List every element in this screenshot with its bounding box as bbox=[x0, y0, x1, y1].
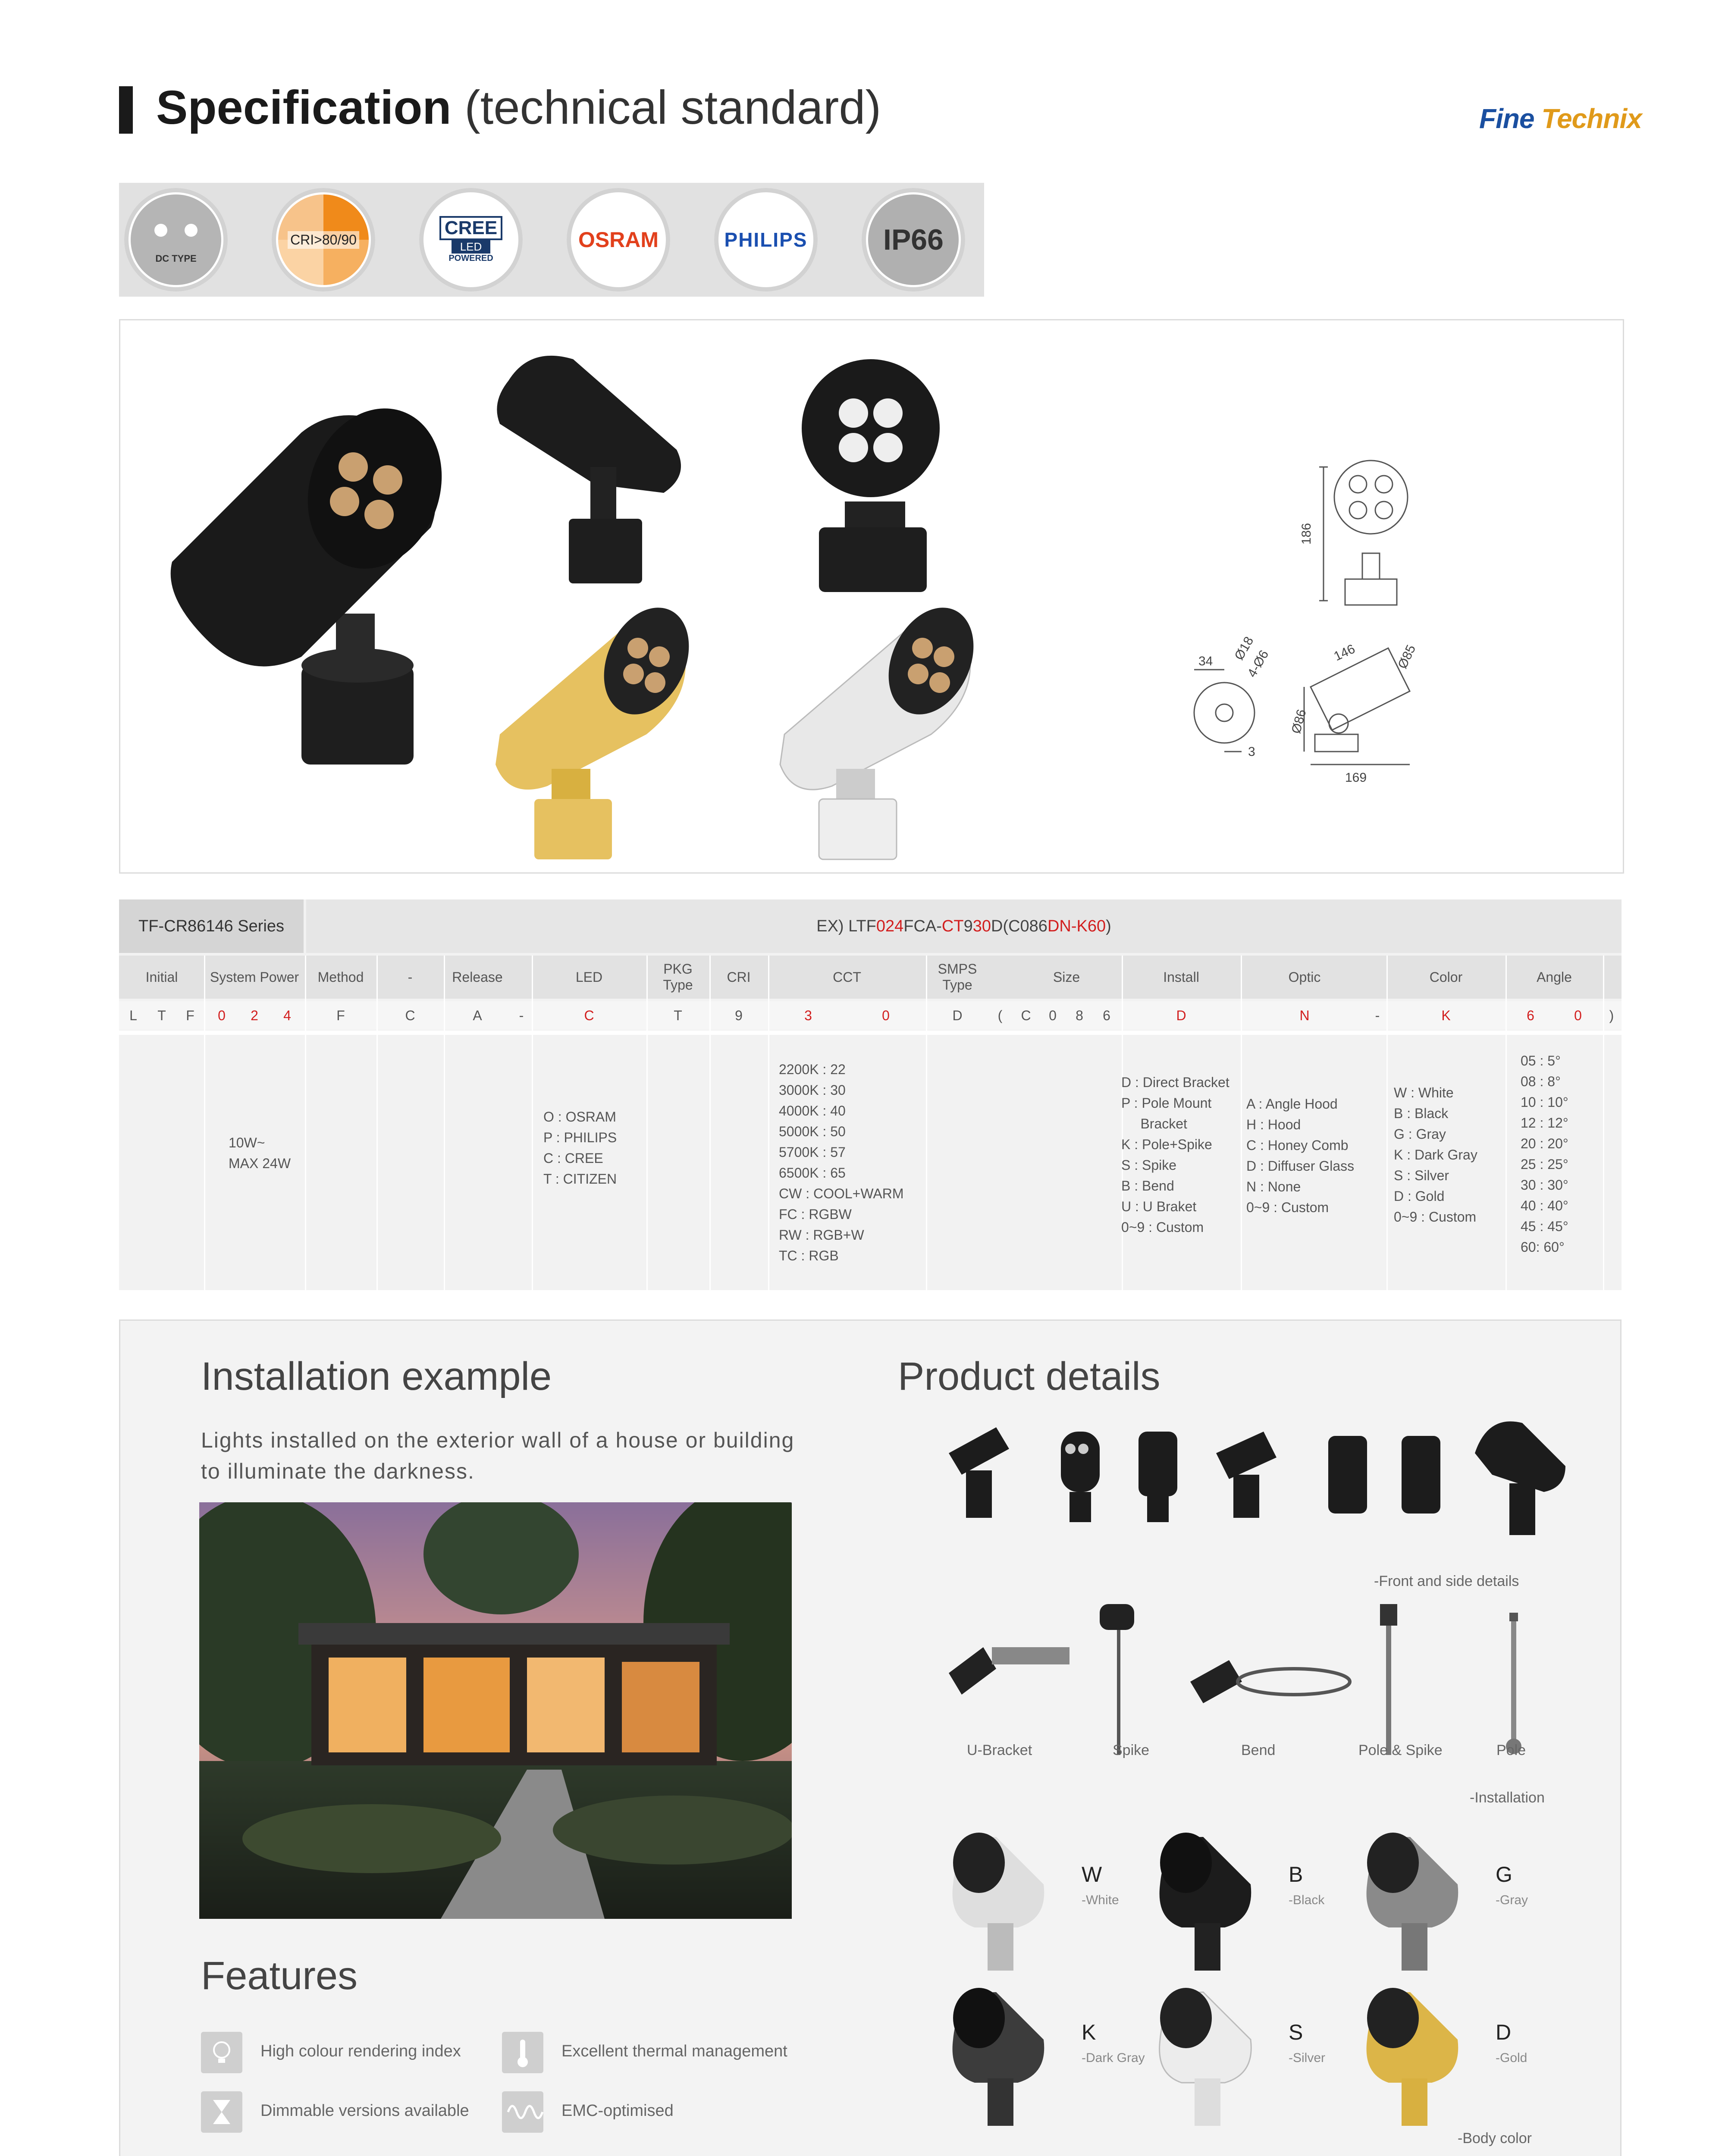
feature-label: Dimmable versions available bbox=[260, 2102, 469, 2120]
color-code: S bbox=[1289, 2020, 1303, 2044]
code-char: C bbox=[1021, 1007, 1031, 1023]
header-smps-type: SMPS Type bbox=[938, 961, 977, 993]
variant-dark-gray bbox=[953, 1988, 1044, 2126]
install-item-label: Pole bbox=[1496, 1742, 1526, 1758]
dim-86: Ø86 bbox=[1289, 708, 1309, 735]
front-side-details-images bbox=[932, 1401, 1578, 1548]
dim-4-6: 4-Ø6 bbox=[1245, 648, 1272, 680]
code-char: T bbox=[157, 1007, 166, 1023]
code-char: N bbox=[1299, 1007, 1310, 1023]
dim-85: Ø85 bbox=[1395, 642, 1419, 671]
dim-18: Ø18 bbox=[1232, 634, 1257, 663]
code-char: 0 bbox=[218, 1007, 226, 1023]
code-char: F bbox=[336, 1007, 345, 1023]
header-method: Method bbox=[317, 969, 364, 985]
header-dash: - bbox=[408, 969, 413, 985]
color-name: -White bbox=[1082, 1893, 1119, 1907]
color-code: D bbox=[1496, 2020, 1512, 2044]
header-install: Install bbox=[1163, 969, 1199, 985]
install-values: D : Direct Bracket P : Pole Mount Bracket K : Pole+Spike S : Spike B : Bend U : U Braket 0~9 : Custom bbox=[1121, 1075, 1229, 1235]
code-char: 6 bbox=[1103, 1007, 1110, 1023]
dim-34: 34 bbox=[1198, 654, 1213, 668]
variant-black bbox=[1160, 1833, 1251, 1971]
install-item-label: Bend bbox=[1241, 1742, 1276, 1758]
dim-169: 169 bbox=[1345, 771, 1367, 785]
color-code: G bbox=[1496, 1862, 1512, 1887]
color-name: -Silver bbox=[1289, 2051, 1326, 2065]
code-char: C bbox=[584, 1007, 594, 1023]
dimmer-icon bbox=[201, 2091, 242, 2133]
header-cct: CCT bbox=[833, 969, 861, 985]
code-char: - bbox=[519, 1007, 524, 1023]
feature-label: EMC-optimised bbox=[561, 2102, 674, 2120]
code-char: ( bbox=[997, 1007, 1003, 1023]
cree-badge: CREE LED POWERED bbox=[419, 188, 523, 291]
header-led: LED bbox=[575, 969, 603, 985]
code-char: C bbox=[405, 1007, 415, 1023]
cri-badge: CRI>80/90 bbox=[272, 188, 375, 291]
variant-white bbox=[953, 1833, 1044, 1971]
angle-values: 05 : 5° 08 : 8° 10 : 10° 12 : 12° 20 : 20° 25 : 25° 30 : 30° 40 : 40° 45 : 45° 60: 60° bbox=[1521, 1053, 1568, 1255]
code-char: D bbox=[952, 1007, 963, 1023]
dim-146: 146 bbox=[1332, 642, 1358, 664]
led-values: O : OSRAM P : PHILIPS C : CREE T : CITIZEN bbox=[543, 1109, 617, 1187]
color-code: K bbox=[1082, 2020, 1096, 2044]
cct-values: 2200K : 22 3000K : 30 4000K : 40 5000K : 50 5700K : 57 6500K : 65 CW : COOL+WARM FC : RGBW RW : RGB+W TC : RGB bbox=[779, 1062, 904, 1263]
feature-label: Excellent thermal management bbox=[561, 2042, 787, 2060]
installation-options-images bbox=[932, 1595, 1578, 1759]
color-name: -Gold bbox=[1496, 2051, 1527, 2065]
code-char: L bbox=[129, 1007, 137, 1023]
optic-values: A : Angle Hood H : Hood C : Honey Comb D : Diffuser Glass N : None 0~9 : Custom bbox=[1246, 1096, 1355, 1215]
code-row bbox=[119, 1001, 1622, 1030]
code-char: 8 bbox=[1076, 1007, 1083, 1023]
header-color: Color bbox=[1429, 969, 1463, 985]
install-item-label: Spike bbox=[1113, 1742, 1150, 1758]
code-char: K bbox=[1441, 1007, 1451, 1023]
installation-title: Installation example bbox=[201, 1354, 552, 1398]
color-code: B bbox=[1289, 1862, 1303, 1887]
product-black-front bbox=[802, 359, 940, 592]
code-char: T bbox=[674, 1007, 682, 1023]
installation-text: Lights installed on the exterior wall of a house or building to illuminate the darkness. bbox=[201, 1428, 795, 1483]
certification-badges bbox=[119, 183, 984, 297]
installation-photo bbox=[199, 1502, 792, 1919]
dc-type-badge: DC TYPE bbox=[124, 188, 228, 291]
install-item-label: U-Bracket bbox=[967, 1742, 1032, 1758]
variant-gold bbox=[1367, 1988, 1458, 2126]
code-char: 2 bbox=[251, 1007, 258, 1023]
code-char: 0 bbox=[1574, 1007, 1582, 1023]
dim-3: 3 bbox=[1248, 745, 1255, 759]
install-item-label: Pole & Spike bbox=[1358, 1742, 1443, 1758]
front-side-caption: -Front and side details bbox=[1374, 1573, 1519, 1589]
header-release: Release bbox=[452, 969, 503, 985]
code-char: D bbox=[1176, 1007, 1186, 1023]
table-header-row bbox=[119, 956, 1622, 999]
color-name: -Dark Gray bbox=[1082, 2051, 1145, 2065]
color-code: W bbox=[1082, 1862, 1102, 1887]
header-optic: Optic bbox=[1288, 969, 1321, 985]
product-photo-panel bbox=[119, 319, 1624, 874]
ip66-badge: IP66 bbox=[862, 188, 965, 291]
page-title: Specification (technical standard) bbox=[156, 81, 881, 134]
spec-table bbox=[119, 899, 1622, 1290]
power-values: 10W~ MAX 24W bbox=[229, 1135, 291, 1171]
body-color-variants bbox=[940, 1824, 1578, 2126]
title-accent-bar bbox=[119, 86, 133, 134]
product-gold bbox=[496, 594, 706, 859]
body-color-caption: -Body color bbox=[1458, 2130, 1532, 2147]
product-illustrations bbox=[120, 320, 1623, 872]
product-black-side bbox=[497, 356, 681, 583]
product-details-title: Product details bbox=[898, 1354, 1160, 1398]
code-char: 0 bbox=[882, 1007, 890, 1023]
emc-icon bbox=[502, 2091, 543, 2133]
code-char: - bbox=[1375, 1007, 1380, 1023]
code-char: 3 bbox=[804, 1007, 812, 1023]
code-char: F bbox=[186, 1007, 194, 1023]
series-label: TF-CR86146 Series bbox=[119, 899, 304, 953]
dim-186: 186 bbox=[1299, 523, 1314, 545]
product-silver bbox=[780, 594, 990, 859]
installation-caption: -Installation bbox=[1470, 1789, 1545, 1806]
example-code: EX) LTF 024 FCA- CT 9 30 D(C086 DN-K60 ) bbox=[306, 899, 1622, 953]
header-system-power: System Power bbox=[210, 969, 299, 985]
variant-gray bbox=[1367, 1833, 1458, 1971]
philips-badge: PHILIPS bbox=[714, 188, 818, 291]
thermal-icon bbox=[502, 2032, 543, 2073]
bulb-icon bbox=[201, 2032, 242, 2073]
header-cri: CRI bbox=[727, 969, 751, 985]
color-values: W : White B : Black G : Gray K : Dark Gray S : Silver D : Gold 0~9 : Custom bbox=[1394, 1085, 1477, 1225]
brand-logo: Fine Technix bbox=[1479, 103, 1642, 134]
features-title: Features bbox=[201, 1954, 358, 1998]
header-angle: Angle bbox=[1537, 969, 1572, 985]
header-pkg-type: PKG Type bbox=[663, 961, 693, 993]
color-name: -Gray bbox=[1496, 1893, 1528, 1907]
header-size: Size bbox=[1053, 969, 1080, 985]
code-char: 4 bbox=[283, 1007, 291, 1023]
code-char: 0 bbox=[1049, 1007, 1057, 1023]
code-char: 9 bbox=[735, 1007, 743, 1023]
color-name: -Black bbox=[1289, 1893, 1325, 1907]
code-char: A bbox=[473, 1007, 482, 1023]
osram-badge: OSRAM bbox=[567, 188, 670, 291]
variant-silver bbox=[1160, 1988, 1251, 2126]
code-char: 6 bbox=[1527, 1007, 1534, 1023]
product-black-large bbox=[171, 389, 464, 765]
feature-label: High colour rendering index bbox=[260, 2042, 461, 2060]
code-char: ) bbox=[1609, 1007, 1614, 1023]
header-initial: Initial bbox=[145, 969, 178, 985]
